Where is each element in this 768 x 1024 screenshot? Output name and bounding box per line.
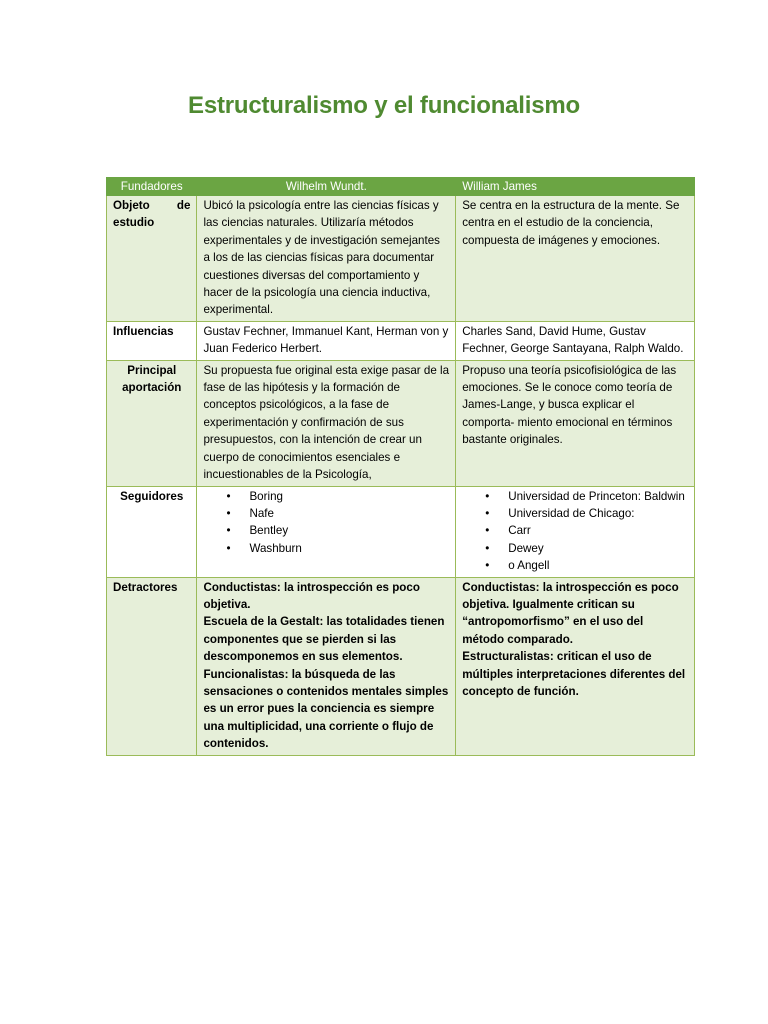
cell-wundt-objeto: Ubicó la psicología entre las ciencias físicas y las ciencias naturales. Utilizaría métodos experimentales y de investigación semejantes a los de las ciencias físicas para documentar cuestiones diversas del comportamiento y hacer de la psicología una ciencia inductiva, experimental. — [197, 196, 456, 322]
row-objeto — [107, 196, 695, 322]
detractor-paragraph: Conductistas: la introspección es poco objetiva. — [203, 580, 420, 611]
row-label-aportacion: Principal aportación — [107, 360, 197, 486]
row-label-influencias: Influencias — [107, 321, 197, 360]
header-james: William James — [456, 178, 695, 196]
header-fundadores: Fundadores — [107, 178, 197, 196]
header-wundt: Wilhelm Wundt. — [197, 178, 456, 196]
row-label-objeto: Objeto de estudio — [107, 196, 197, 322]
list-item: • o Angell — [508, 557, 688, 574]
table-header — [107, 178, 695, 196]
cell-wundt-influencias: Gustav Fechner, Immanuel Kant, Herman von y Juan Federico Herbert. — [197, 321, 456, 360]
list-item: • Nafe — [249, 505, 449, 522]
list-item: • Universidad de Princeton: Baldwin — [508, 488, 688, 505]
list-item: • Universidad de Chicago: — [508, 505, 688, 522]
cell-james-objeto: Se centra en la estructura de la mente. Se centra en el estudio de la conciencia, compuesta de imágenes y emociones. — [456, 196, 695, 322]
cell-james-detractores — [456, 577, 695, 755]
cell-wundt-aportacion: Su propuesta fue original esta exige pasar de la fase de las hipótesis y la formación de conceptos psicológicos, a la fase de experimentación y confirmación de sus presupuestos, con la intención de crear un cuerpo de conocimientos esenciales e incuestionables de la Psicología, — [197, 360, 456, 486]
list-item: • Carr — [508, 522, 688, 539]
row-aportacion — [107, 360, 695, 486]
page-title: Estructuralismo y el funcionalismo — [188, 92, 580, 119]
detractor-paragraph: Funcionalistas: la búsqueda de las sensaciones o contenidos mentales simples es un error pues la conciencia es siempre una multiplicidad, una corriente o flujo de contenidos. — [203, 667, 449, 751]
cell-james-aportacion: Propuso una teoría psicofisiológica de las emociones. Se le conoce como teoría de James-Lange, y busca explicar el comporta- miento emocional en términos bastante originales. — [456, 360, 695, 486]
row-label-seguidores: Seguidores — [107, 486, 197, 577]
cell-wundt-seguidores — [197, 486, 456, 577]
detractor-paragraph: Estructuralistas: critican el uso de múltiples interpretaciones diferentes del concepto de función. — [462, 650, 686, 698]
row-influencias — [107, 321, 695, 360]
wundt-followers-list — [203, 488, 449, 558]
row-seguidores — [107, 486, 695, 577]
row-detractores — [107, 577, 695, 755]
list-item: • Bentley — [249, 522, 449, 539]
detractor-paragraph: Escuela de la Gestalt: las totalidades tienen componentes que se pierden si las descomponemos en sus elementos. — [203, 615, 445, 664]
comparison-table — [106, 177, 695, 756]
detractor-paragraph: Conductistas: la introspección es poco objetiva. Igualmente critican su “antropomorfismo” en el uso del método comparado. — [462, 580, 679, 646]
list-item: • Dewey — [508, 540, 688, 557]
row-label-detractores: Detractores — [107, 577, 197, 755]
james-followers-list — [462, 488, 688, 575]
cell-james-influencias: Charles Sand, David Hume, Gustav Fechner, George Santayana, Ralph Waldo. — [456, 321, 695, 360]
list-item: • Washburn — [249, 540, 449, 557]
list-item: • Boring — [249, 488, 449, 505]
cell-wundt-detractores — [197, 577, 456, 755]
cell-james-seguidores — [456, 486, 695, 577]
